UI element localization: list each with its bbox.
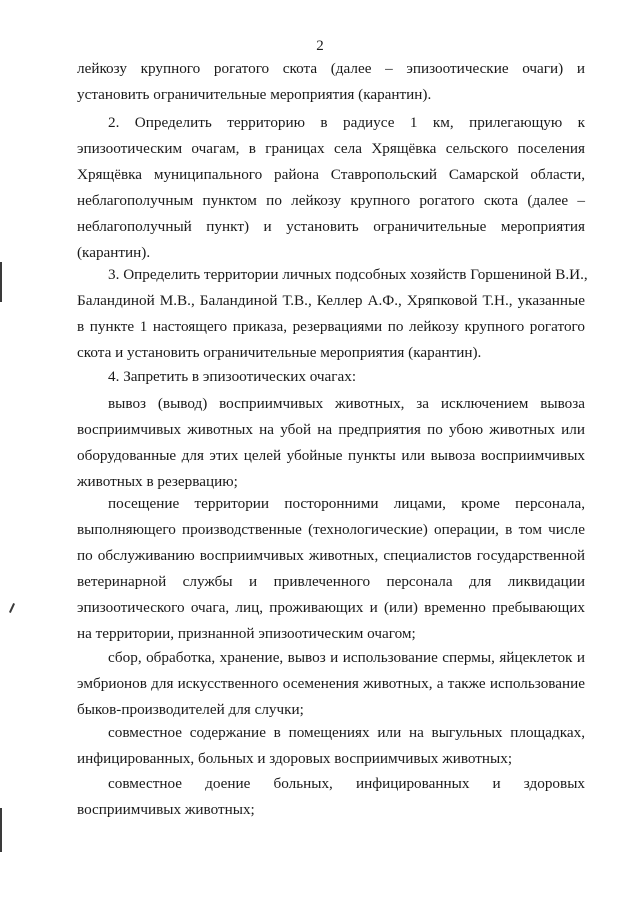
text-line: на территории, признанной эпизоотическим очагом; (77, 625, 416, 642)
text-line: 4. Запретить в эпизоотических очагах: (108, 368, 357, 385)
paragraph-item-4 (77, 364, 585, 390)
text-line: восприимчивых животных; (77, 801, 255, 818)
paragraph-prohibition-joint-milking (77, 771, 585, 823)
text-line: неблагополучный пункт) и установить ограничительные мероприятия (77, 218, 585, 235)
text-line: неблагополучным пунктом по лейкозу крупного рогатого скота (далее – (77, 192, 585, 209)
text-line: выполняющего производственные (технологические) операции, в том числе (77, 521, 585, 538)
page-number: 2 (316, 38, 324, 54)
scan-mark (0, 808, 2, 852)
text-line: животных в резервацию; (77, 473, 238, 490)
text-line: по обслуживанию восприимчивых животных, специалистов государственной (77, 547, 585, 564)
text-line: эпизоотического очага, лиц, проживающих и (или) временно пребывающих (77, 599, 585, 616)
paragraph-item-2 (77, 110, 585, 266)
paragraph-prohibition-visits (77, 491, 585, 647)
scan-mark (0, 262, 2, 302)
text-line: совместное содержание в помещениях или на выгульных площадках, (108, 724, 585, 741)
text-line: инфицированных, больных и здоровых восприимчивых животных; (77, 750, 513, 767)
paragraph-continuation (77, 56, 585, 108)
text-line: 3. Определить территории личных подсобных хозяйств Горшениной В.И., (108, 266, 588, 283)
text-line: Хрящёвка муниципального района Ставропольский Самарской области, (77, 166, 585, 183)
paragraph-prohibition-semen (77, 645, 585, 723)
text-line: 2. Определить территорию в радиусе 1 км, прилегающую к (108, 114, 585, 131)
text-line: совместное доение больных, инфицированных и здоровых (108, 775, 585, 792)
text-line: эмбрионов для искусственного осеменения животных, а также использование (77, 675, 585, 692)
text-line: ветеринарной службы и привлеченного персонала для ликвидации (77, 573, 585, 590)
text-line: посещение территории посторонними лицами, кроме персонала, (108, 495, 585, 512)
text-line: эпизоотическим очагам, в границах села Хрящёвка сельского поселения (77, 140, 585, 157)
text-line: в пункте 1 настоящего приказа, резервациями по лейкозу крупного рогатого (77, 318, 585, 335)
paragraph-item-3 (77, 262, 588, 366)
paragraph-prohibition-joint-keeping (77, 720, 585, 772)
paragraph-prohibition-export (77, 391, 585, 495)
text-line: вывоз (вывод) восприимчивых животных, за исключением вывоза (108, 395, 585, 412)
text-line: быков-производителей для случки; (77, 701, 304, 718)
text-line: восприимчивых животных на убой на предприятия по убою животных или (77, 421, 585, 438)
text-line: оборудованные для этих целей убойные пункты или вывоза восприимчивых (77, 447, 585, 464)
text-line: Баландиной М.В., Баландиной Т.В., Келлер А.Ф., Хряпковой Т.Н., указанные (77, 292, 585, 309)
text-line: сбор, обработка, хранение, вывоз и использование спермы, яйцеклеток и (108, 649, 585, 666)
scan-mark (9, 603, 15, 613)
text-line: лейкозу крупного рогатого скота (далее – эпизоотические очаги) и (77, 60, 585, 77)
text-line: установить ограничительные мероприятия (карантин). (77, 86, 432, 103)
text-line: (карантин). (77, 244, 151, 261)
text-line: скота и установить ограничительные мероприятия (карантин). (77, 344, 482, 361)
